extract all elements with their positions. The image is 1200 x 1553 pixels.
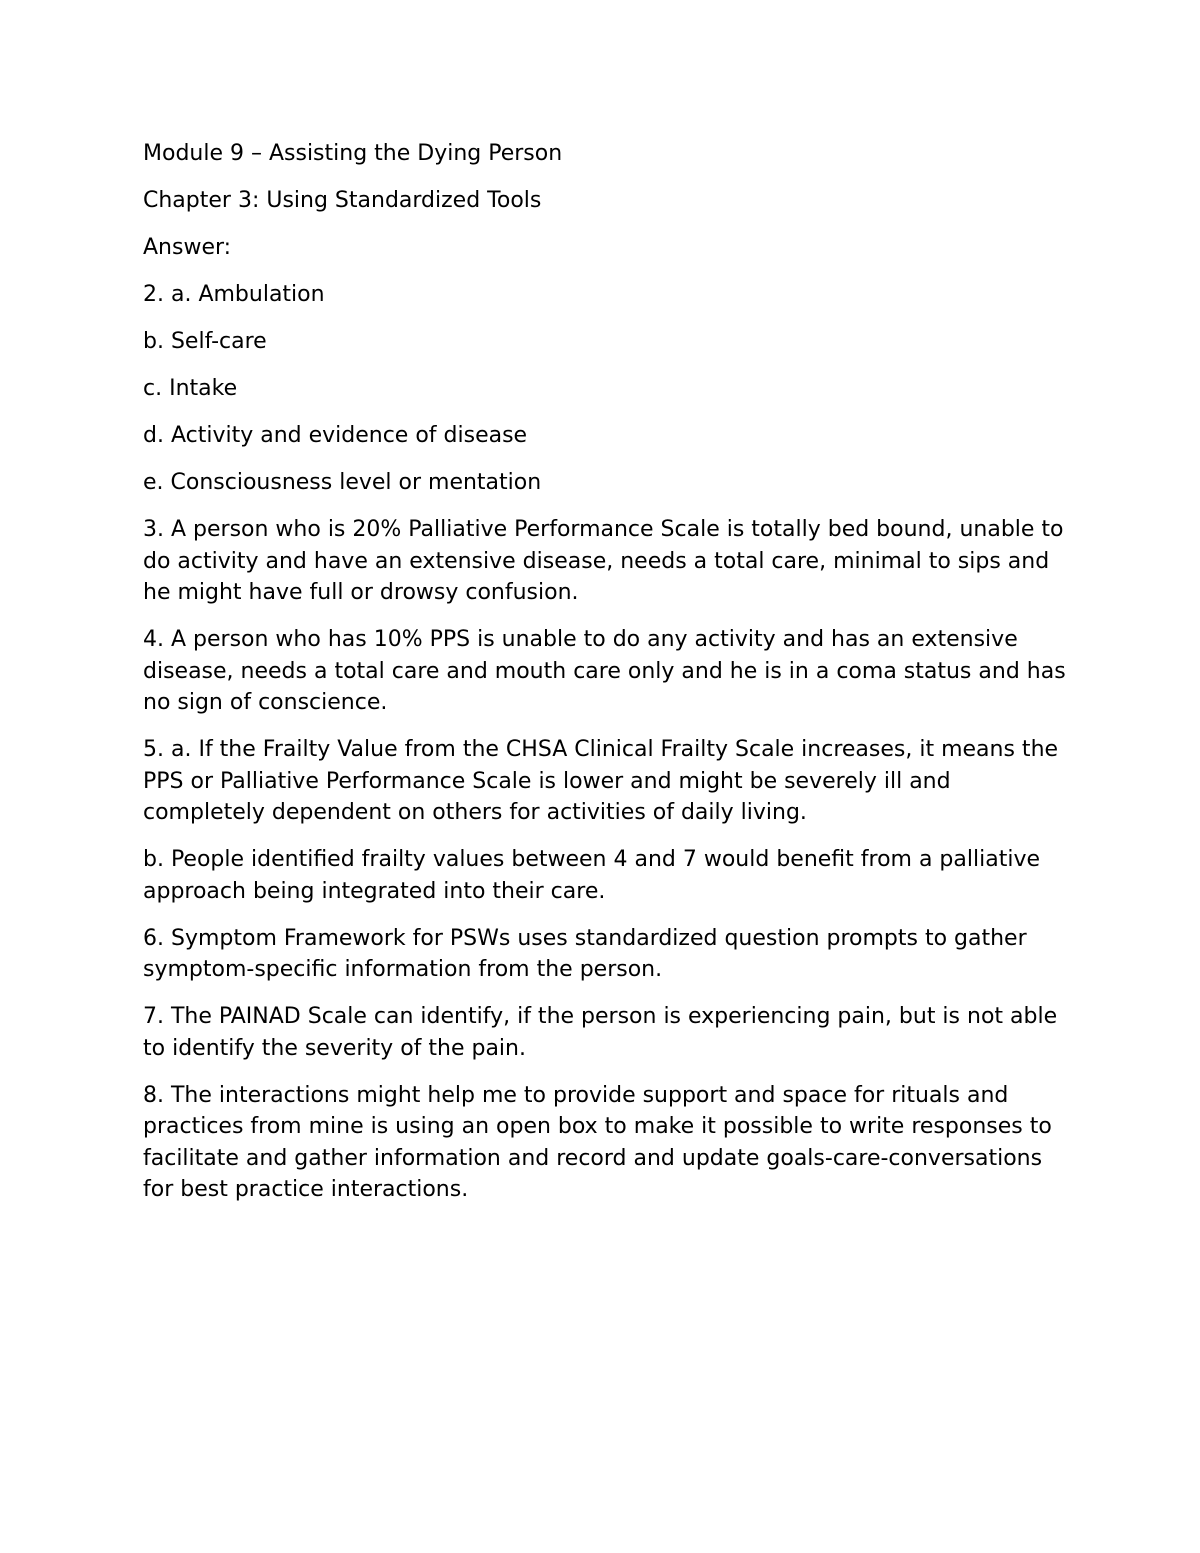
answer-2a: 2. a. Ambulation: [143, 282, 325, 307]
answer-5a: 5. a. If the Frailty Value from the CHSA Clinical Frailty Scale increases, it means the PPS or Palliative Performance Scale is lower and might be severely ill and completely dependent on others for activities of daily living.: [143, 737, 1059, 825]
chapter-title: Chapter 3: Using Standardized Tools: [143, 188, 542, 213]
answer-8: 8. The interactions might help me to provide support and space for rituals and practices from mine is using an open box to make it possible to write responses to facilitate and gather information and record and update goals-care-conversations for best practice interactions.: [143, 1082, 1052, 1202]
answer-2e: e. Consciousness level or mentation: [143, 470, 542, 495]
answer-5b: b. People identified frailty values between 4 and 7 would benefit from a palliative approach being integrated into their care.: [143, 847, 1040, 904]
answer-7: 7. The PAINAD Scale can identify, if the person is experiencing pain, but is not able to identify the severity of the pain.: [143, 1004, 1058, 1061]
answer-3: 3. A person who is 20% Palliative Performance Scale is totally bed bound, unable to do activity and have an extensive disease, needs a total care, minimal to sips and he might have full or drowsy confusion.: [143, 517, 1064, 605]
answer-4: 4. A person who has 10% PPS is unable to do any activity and has an extensive disease, needs a total care and mouth care only and he is in a coma status and has no sign of conscience.: [143, 627, 1066, 715]
answer-label: Answer:: [143, 235, 232, 260]
answer-2d: d. Activity and evidence of disease: [143, 423, 528, 448]
module-title: Module 9 – Assisting the Dying Person: [143, 141, 563, 166]
answer-6: 6. Symptom Framework for PSWs uses standardized question prompts to gather symptom-specific information from the person.: [143, 925, 1027, 982]
answer-2c: c. Intake: [143, 376, 238, 401]
document-body: [143, 138, 1073, 1221]
answer-2b: b. Self-care: [143, 329, 267, 354]
